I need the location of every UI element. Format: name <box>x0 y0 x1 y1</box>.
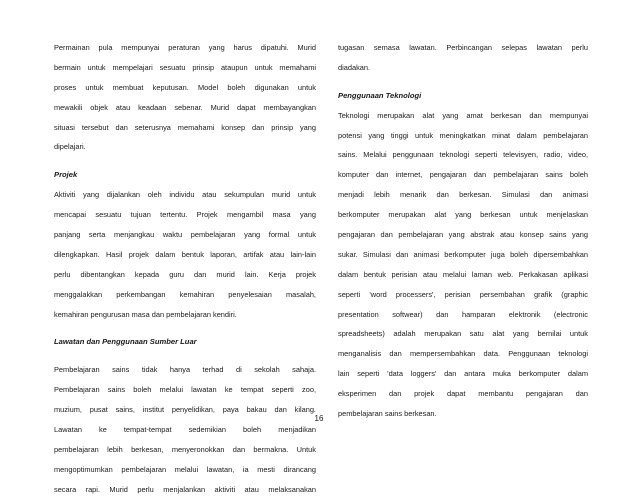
text-line: Lawatan ke tempat-tempat sedemikian boleh menjadikan <box>54 425 316 435</box>
section-heading-teknologi: Penggunaan Teknologi <box>338 90 422 100</box>
text-line: proses untuk membuat keputusan. Model boleh digunakan untuk <box>54 82 316 92</box>
text-line: bermain untuk mempelajari sesuatu prinsip ataupun untuk memahami <box>54 62 316 72</box>
text-line: panjang serta menjangkau waktu pembelajaran yang formal untuk <box>54 230 316 240</box>
text-line: komputer dan internet, pengajaran dan pembelajaran sains boleh <box>338 170 588 180</box>
text-line: dilengkapkan. Hasil projek dalam bentuk laporan, artifak atau lain-lain <box>54 249 316 259</box>
text-line: eksperimen dan projek dapat membantu pengajaran dan <box>338 389 588 399</box>
paragraph-teknologi <box>338 106 588 424</box>
text-line: mengoptimumkan pembelajaran melalui lawatan, ia mesti dirancang <box>54 464 316 474</box>
text-line: kemahiran pengurusan masa dan pembelajaran kendiri. <box>54 309 237 319</box>
text-line: seperti 'word processers', perisian persembahan grafik (graphic <box>338 289 588 299</box>
paragraph-projek <box>54 185 316 324</box>
text-line: secara rapi. Murid perlu menjalankan aktiviti atau melaksanakan <box>54 484 316 494</box>
text-line: Pembelajaran sains tidak hanya terhad di sekolah sahaja. <box>54 365 316 375</box>
page-number: 16 <box>314 414 324 423</box>
text-line: sukar. Simulasi dan animasi berkomputer juga boleh dipersembahkan <box>338 249 588 259</box>
right-column <box>338 38 588 424</box>
text-line: spreadsheets) adalah merupakan satu alat yang bernilai untuk <box>338 329 588 339</box>
text-line: presentation softwear) dan hamparan elektronik (electronic <box>338 309 588 319</box>
text-line: Pembelajaran sains boleh melalui lawatan ke tempat seperti zoo, <box>54 385 316 395</box>
text-line: mencapai sesuatu tujuan tertentu. Projek mengambil masa yang <box>54 210 316 220</box>
section-heading-projek: Projek <box>54 170 78 180</box>
text-line: mewakili objek atau keadaan sebenar. Murid dapat membayangkan <box>54 102 316 112</box>
text-line: menjadi lebih menarik dan berkesan. Simulasi dan animasi <box>338 190 588 200</box>
left-column <box>54 38 316 500</box>
text-line: dipelajari. <box>54 142 86 152</box>
text-line: pembelajaran sains berkesan. <box>338 409 437 419</box>
text-line: diadakan. <box>338 62 371 72</box>
text-line: Aktiviti yang dijalankan oleh individu atau sekumpulan murid untuk <box>54 190 316 200</box>
text-line: situasi tersebut dan seterusnya memahami konsep dan prinsip yang <box>54 122 316 132</box>
paragraph-lawatan <box>54 360 316 499</box>
text-line: sains. Melalui penggunaan teknologi seperti televisyen, radio, video, <box>338 150 588 160</box>
text-line: potensi yang tinggi untuk meningkatkan minat dalam pembelajaran <box>338 130 588 140</box>
text-line: perlu dibentangkan kepada guru dan murid lain. Kerja projek <box>54 269 316 279</box>
text-line: menggalakkan perkembangan kemahiran penyelesaian masalah, <box>54 289 316 299</box>
text-line: dalam bentuk perisian atau melalui laman web. Perkakasan aplikasi <box>338 269 588 279</box>
text-line: Permainan pula mempunyai peraturan yang harus dipatuhi. Murid <box>54 43 316 52</box>
paragraph-lawatan-continued <box>338 38 588 78</box>
text-line: lain seperti 'data loggers' dan antara muka berkomputer dalam <box>338 369 588 379</box>
text-line: menganalisis dan mempersembahkan data. Penggunaan teknologi <box>338 349 588 359</box>
section-heading-lawatan: Lawatan dan Penggunaan Sumber Luar <box>54 337 197 347</box>
paragraph-permainan <box>54 38 316 157</box>
text-line: pengajaran dan pembelajaran yang abstrak atau konsep sains yang <box>338 230 588 240</box>
text-line: pembelajaran lebih berkesan, menyeronokkan dan bermakna. Untuk <box>54 444 316 454</box>
text-line: muzium, pusat sains, institut penyelidikan, paya bakau dan kilang. <box>54 405 316 415</box>
text-line: berkomputer merupakan alat yang berkesan untuk menjelaskan <box>338 210 588 220</box>
text-line: tugasan semasa lawatan. Perbincangan selepas lawatan perlu <box>338 43 588 52</box>
text-line: Teknologi merupakan alat yang amat berkesan dan mempunyai <box>338 110 588 120</box>
